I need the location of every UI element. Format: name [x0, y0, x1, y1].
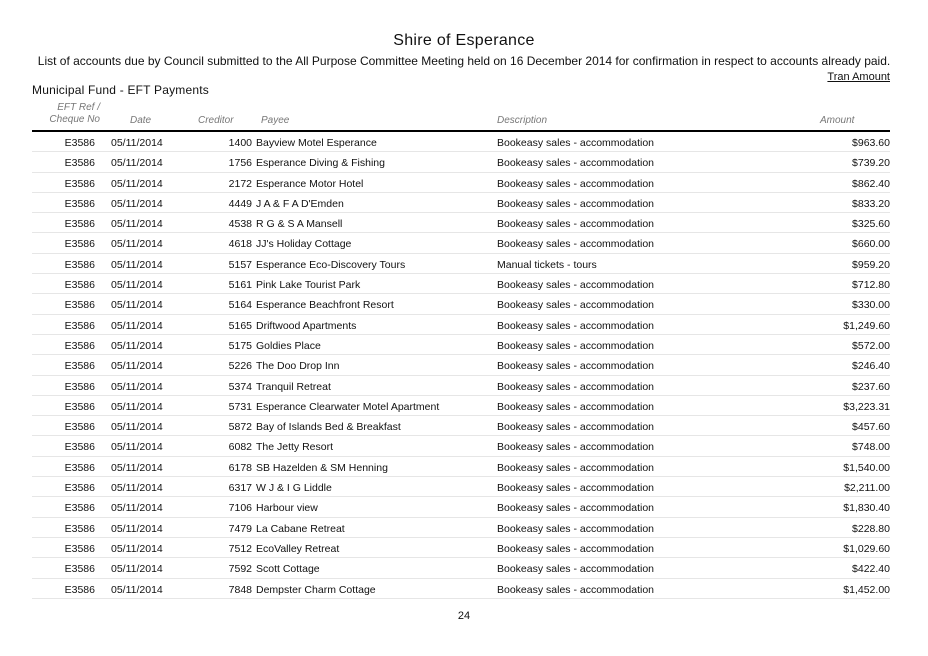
table-row [32, 497, 890, 517]
cell-description: Bookeasy sales - accommodation [497, 421, 654, 434]
cell-creditor: 5157 [228, 258, 252, 271]
cell-description: Manual tickets - tours [497, 258, 597, 271]
cell-date: 05/11/2014 [111, 441, 163, 454]
cell-date: 05/11/2014 [111, 522, 163, 535]
cell-creditor: 1756 [228, 157, 252, 170]
column-header-ref-line2: Cheque No [49, 114, 100, 125]
cell-payee: The Jetty Resort [256, 441, 334, 454]
cell-amount: $457.60 [852, 421, 890, 434]
cell-date: 05/11/2014 [111, 279, 163, 292]
cell-payee: J A & F A D'Emden [256, 197, 344, 210]
cell-amount: $325.60 [852, 218, 890, 231]
cell-payee: Tranquil Retreat [256, 380, 331, 393]
cell-amount: $3,223.31 [843, 400, 890, 413]
table-row [32, 558, 890, 578]
cell-ref: E3586 [64, 238, 95, 251]
cell-payee: SB Hazelden & SM Henning [256, 461, 388, 474]
cell-date: 05/11/2014 [111, 258, 163, 271]
cell-description: Bookeasy sales - accommodation [497, 400, 654, 413]
table-row [32, 396, 890, 416]
cell-date: 05/11/2014 [111, 137, 163, 149]
cell-creditor: 6317 [228, 482, 252, 495]
table-row [32, 233, 890, 253]
column-header-ref-line1: EFT Ref / [57, 102, 100, 113]
cell-date: 05/11/2014 [111, 421, 163, 434]
cell-creditor: 4449 [228, 197, 252, 210]
cell-description: Bookeasy sales - accommodation [497, 441, 654, 454]
cell-ref: E3586 [64, 563, 95, 576]
cell-date: 05/11/2014 [111, 380, 163, 393]
cell-date: 05/11/2014 [111, 360, 163, 373]
cell-payee: Esperance Clearwater Motel Apartment [256, 400, 440, 413]
cell-ref: E3586 [64, 502, 95, 515]
cell-creditor: 6178 [228, 461, 252, 474]
tran-amount-label: Tran Amount [827, 71, 890, 83]
cell-description: Bookeasy sales - accommodation [497, 177, 654, 190]
cell-date: 05/11/2014 [111, 238, 163, 251]
cell-payee: R G & S A Mansell [256, 218, 343, 231]
table-row [32, 274, 890, 294]
cell-creditor: 7106 [228, 502, 252, 515]
cell-date: 05/11/2014 [111, 319, 163, 332]
fund-heading: Municipal Fund - EFT Payments [32, 83, 209, 97]
cell-ref: E3586 [64, 380, 95, 393]
cell-ref: E3586 [64, 157, 95, 170]
cell-amount: $422.40 [852, 563, 890, 576]
cell-creditor: 4538 [228, 218, 252, 231]
cell-description: Bookeasy sales - accommodation [497, 218, 654, 231]
cell-payee: W J & I G Liddle [256, 482, 332, 495]
cell-date: 05/11/2014 [111, 461, 163, 474]
cell-ref: E3586 [64, 542, 95, 555]
cell-description: Bookeasy sales - accommodation [497, 563, 654, 576]
cell-description: Bookeasy sales - accommodation [497, 137, 654, 149]
cell-date: 05/11/2014 [111, 157, 163, 170]
cell-creditor: 2172 [228, 177, 252, 190]
table-row [32, 538, 890, 558]
cell-ref: E3586 [64, 218, 95, 231]
cell-date: 05/11/2014 [111, 339, 163, 352]
cell-date: 05/11/2014 [111, 563, 163, 576]
table-row [32, 416, 890, 436]
cell-description: Bookeasy sales - accommodation [497, 360, 654, 373]
cell-payee: Bayview Motel Esperance [256, 137, 377, 149]
cell-description: Bookeasy sales - accommodation [497, 461, 654, 474]
cell-ref: E3586 [64, 279, 95, 292]
cell-payee: The Doo Drop Inn [256, 360, 340, 373]
cell-amount: $237.60 [852, 380, 890, 393]
table-row [32, 213, 890, 233]
cell-payee: Esperance Beachfront Resort [256, 299, 394, 312]
cell-date: 05/11/2014 [111, 400, 163, 413]
cell-creditor: 5161 [228, 279, 252, 292]
cell-amount: $862.40 [852, 177, 890, 190]
cell-description: Bookeasy sales - accommodation [497, 299, 654, 312]
cell-amount: $959.20 [852, 258, 890, 271]
cell-creditor: 5872 [228, 421, 252, 434]
cell-amount: $1,830.40 [843, 502, 890, 515]
cell-ref: E3586 [64, 421, 95, 434]
cell-ref: E3586 [64, 461, 95, 474]
cell-payee: Driftwood Apartments [256, 319, 357, 332]
table-row [32, 457, 890, 477]
cell-creditor: 1400 [228, 137, 252, 149]
table-row [32, 152, 890, 172]
cell-description: Bookeasy sales - accommodation [497, 279, 654, 292]
cell-description: Bookeasy sales - accommodation [497, 197, 654, 210]
table-row [32, 436, 890, 456]
cell-ref: E3586 [64, 400, 95, 413]
cell-payee: Bay of Islands Bed & Breakfast [256, 421, 401, 434]
cell-creditor: 5164 [228, 299, 252, 312]
cell-description: Bookeasy sales - accommodation [497, 502, 654, 515]
cell-amount: $739.20 [852, 157, 890, 170]
cell-ref: E3586 [64, 522, 95, 535]
cell-ref: E3586 [64, 137, 95, 149]
cell-payee: Scott Cottage [256, 563, 320, 576]
cell-amount: $572.00 [852, 339, 890, 352]
cell-amount: $833.20 [852, 197, 890, 210]
cell-payee: Esperance Motor Hotel [256, 177, 364, 190]
cell-payee: JJ's Holiday Cottage [256, 238, 352, 251]
column-header-amount: Amount [820, 115, 855, 126]
cell-date: 05/11/2014 [111, 482, 163, 495]
cell-creditor: 7592 [228, 563, 252, 576]
cell-description: Bookeasy sales - accommodation [497, 319, 654, 332]
table-row [32, 254, 890, 274]
cell-ref: E3586 [64, 197, 95, 210]
column-header-description: Description [497, 115, 548, 126]
cell-description: Bookeasy sales - accommodation [497, 542, 654, 555]
column-header-ref [32, 102, 100, 126]
column-header-creditor: Creditor [198, 115, 234, 126]
cell-ref: E3586 [64, 482, 95, 495]
table-row [32, 355, 890, 375]
cell-ref: E3586 [64, 339, 95, 352]
cell-ref: E3586 [64, 441, 95, 454]
cell-creditor: 4618 [228, 238, 252, 251]
cell-amount: $712.80 [852, 279, 890, 292]
table-row [32, 193, 890, 213]
cell-creditor: 5226 [228, 360, 252, 373]
cell-ref: E3586 [64, 177, 95, 190]
cell-amount: $660.00 [852, 238, 890, 251]
cell-date: 05/11/2014 [111, 197, 163, 210]
cell-description: Bookeasy sales - accommodation [497, 482, 654, 495]
payments-table [32, 132, 890, 599]
cell-amount: $2,211.00 [844, 482, 890, 495]
report-subtitle: List of accounts due by Council submitted to the All Purpose Committee Meeting held on 16 December 2014 for confirmation in respect to accounts already paid. [37, 54, 891, 68]
cell-date: 05/11/2014 [111, 583, 163, 596]
table-row [32, 132, 890, 152]
column-header-date: Date [130, 115, 152, 126]
column-headers [32, 102, 890, 130]
cell-amount: $1,249.60 [843, 319, 890, 332]
cell-payee: Pink Lake Tourist Park [256, 279, 361, 292]
cell-ref: E3586 [64, 258, 95, 271]
table-row [32, 376, 890, 396]
cell-amount: $330.00 [852, 299, 890, 312]
cell-description: Bookeasy sales - accommodation [497, 157, 654, 170]
cell-description: Bookeasy sales - accommodation [497, 522, 654, 535]
cell-payee: EcoValley Retreat [256, 542, 340, 555]
cell-creditor: 5165 [228, 319, 252, 332]
page-number: 24 [457, 610, 471, 622]
cell-amount: $1,452.00 [843, 583, 890, 596]
cell-description: Bookeasy sales - accommodation [497, 583, 654, 596]
cell-creditor: 7479 [228, 522, 252, 535]
table-row [32, 173, 890, 193]
cell-creditor: 7512 [228, 542, 252, 555]
cell-creditor: 6082 [228, 441, 252, 454]
table-row [32, 294, 890, 314]
cell-amount: $1,029.60 [843, 542, 890, 555]
table-row [32, 315, 890, 335]
column-header-payee: Payee [261, 115, 290, 126]
cell-ref: E3586 [64, 319, 95, 332]
cell-date: 05/11/2014 [111, 502, 163, 515]
cell-amount: $748.00 [852, 441, 890, 454]
cell-payee: La Cabane Retreat [256, 522, 345, 535]
cell-ref: E3586 [64, 299, 95, 312]
table-row [32, 518, 890, 538]
cell-payee: Harbour view [256, 502, 318, 515]
cell-amount: $1,540.00 [843, 461, 890, 474]
table-row [32, 335, 890, 355]
cell-payee: Esperance Diving & Fishing [256, 157, 385, 170]
cell-date: 05/11/2014 [111, 542, 163, 555]
cell-creditor: 5374 [228, 380, 252, 393]
cell-amount: $228.80 [852, 522, 890, 535]
cell-amount: $963.60 [852, 137, 890, 149]
cell-creditor: 7848 [228, 583, 252, 596]
cell-creditor: 5731 [228, 400, 252, 413]
page-title: Shire of Esperance [393, 32, 535, 49]
cell-description: Bookeasy sales - accommodation [497, 380, 654, 393]
cell-description: Bookeasy sales - accommodation [497, 339, 654, 352]
cell-payee: Esperance Eco-Discovery Tours [256, 258, 406, 271]
cell-ref: E3586 [64, 360, 95, 373]
table-row [32, 579, 890, 599]
cell-date: 05/11/2014 [111, 218, 163, 231]
cell-payee: Goldies Place [256, 339, 321, 352]
cell-payee: Dempster Charm Cottage [256, 583, 376, 596]
cell-description: Bookeasy sales - accommodation [497, 238, 654, 251]
cell-ref: E3586 [64, 583, 95, 596]
cell-creditor: 5175 [228, 339, 252, 352]
cell-amount: $246.40 [852, 360, 890, 373]
table-row [32, 477, 890, 497]
cell-date: 05/11/2014 [111, 177, 163, 190]
cell-date: 05/11/2014 [111, 299, 163, 312]
